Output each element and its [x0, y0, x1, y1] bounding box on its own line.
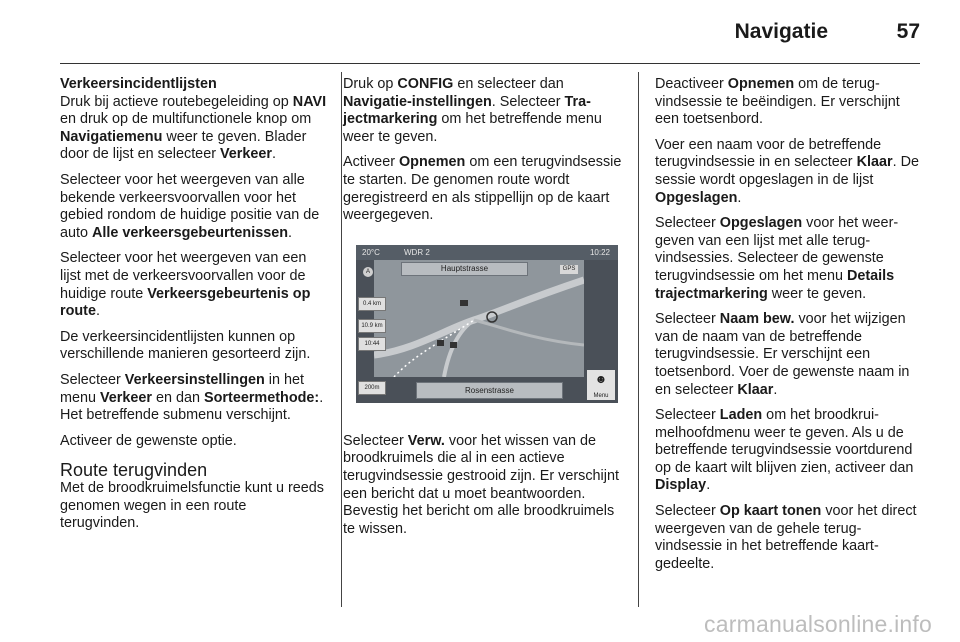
text: weer te geven. Blader door de lijst en selecteer	[60, 128, 307, 163]
keyword: Alle verkeersgebeurtenissen	[92, 224, 288, 241]
keyword: Naam bew.	[719, 311, 795, 328]
keyword: Klaar	[856, 154, 893, 171]
text: voor het wijzigen van de naam van de betreffende terugvindsessie. Er verschijnt een toetsenbord. Voer de gewenste naam in en selecteer	[655, 311, 910, 398]
text: Activeer de gewenste optie.	[60, 432, 237, 449]
text: Druk op	[343, 76, 398, 92]
text: Selecteer	[655, 311, 720, 328]
column-divider-1	[341, 72, 342, 607]
paragraph	[343, 76, 623, 146]
keyword: Op kaart tonen	[719, 503, 822, 520]
keyword: Opgeslagen	[655, 189, 738, 206]
map-scale: 200m	[358, 381, 386, 395]
watermark: carmanualsonline.info	[704, 611, 932, 637]
text: .	[706, 477, 711, 494]
page-number: 57	[896, 20, 920, 43]
paragraph	[60, 480, 328, 533]
paragraph	[60, 372, 328, 425]
keyword: Opnemen	[727, 76, 795, 92]
keyword: Navigatie-instellingen	[343, 93, 492, 110]
section-heading: Route terugvinden	[60, 460, 208, 481]
paragraph	[343, 433, 623, 539]
text: Activeer	[343, 154, 399, 171]
keyword: Details trajectmarkering	[655, 267, 895, 302]
menu-label: Menu	[593, 392, 609, 399]
keyword: Verkeersinstellingen	[124, 371, 265, 388]
text: . De sessie wordt opgeslagen in de lijst	[655, 154, 919, 188]
page-header	[60, 14, 920, 62]
paragraph	[655, 311, 923, 399]
paragraph	[60, 76, 328, 164]
keyword: NAVI	[292, 93, 327, 110]
next-street: Rosenstrasse	[416, 382, 563, 399]
text: . Het betreffende submenu verschijnt.	[60, 389, 324, 424]
text: Selecteer voor het weergeven van een lijst met de verkeersvoorvallen voor de huidige route	[60, 250, 307, 302]
column-divider-2	[638, 72, 639, 607]
text: in het menu	[60, 371, 304, 406]
text: .	[773, 381, 778, 398]
keyword: Navigatiemenu	[60, 128, 163, 145]
text: Voer een naam voor de betreffende terugvindsessie in en selecteer	[655, 136, 882, 171]
text: Selecteer voor het weergeven van alle bekende verkeersvoorvallen voor het gebied rondom de huidige positie van de auto	[60, 171, 320, 241]
paragraph	[60, 250, 328, 320]
navigation-screen-image	[356, 245, 618, 403]
text: Selecteer	[655, 215, 720, 232]
paragraph	[60, 329, 328, 364]
text: om een terugvindsessie te starten. De genomen route wordt geregistreerd en als stippellijn op de kaart weergegeven.	[343, 154, 622, 224]
text: weer te geven.	[767, 285, 867, 302]
keyword: Laden	[719, 407, 763, 424]
text: De verkeersincidentlijsten kunnen op verschillende manieren gesorteerd zijn.	[60, 328, 311, 363]
distance-to-turn: 0.4 km	[358, 297, 386, 311]
keyword: Verkeer	[219, 146, 273, 163]
column-2	[343, 76, 623, 546]
text: en dan	[152, 389, 205, 406]
text: voor het direct weergeven van de gehele terugvindsessie in het betreffende kaartgedeelte.	[655, 503, 917, 572]
text: . Selecteer	[491, 93, 565, 110]
keyword: Opgeslagen	[719, 215, 803, 232]
remaining-distance: 10.9 km	[358, 319, 386, 333]
text: Deactiveer	[655, 76, 728, 92]
keyword: Display	[655, 477, 707, 494]
text: Druk bij actieve routebegeleiding op	[60, 93, 293, 110]
text: Selecteer	[655, 503, 720, 520]
paragraph	[655, 503, 923, 573]
keyword: Trajectmarkering	[343, 93, 591, 128]
paragraph	[60, 172, 328, 242]
text: .	[288, 224, 292, 241]
clock: 10:22	[589, 247, 610, 257]
current-street: Hauptstrasse	[401, 262, 528, 276]
text: om het broodkruimelhoofdmenu weer te geven. Als u de betreffende terugvindsessie voortdurend op de kaart wilt blijven zien, activeer dan	[655, 407, 914, 476]
text: voor het wissen van de broodkruimels die al in een actieve terugvindsessie gestrooid zijn. Er verschijnt een bericht dat u moet beantwoorden. Bevestig het bericht om alle broodkruimels te wissen.	[343, 432, 619, 537]
subheading-traffic-lists: Verkeersincidentlijsten	[60, 76, 217, 92]
paragraph	[655, 137, 923, 207]
text: Met de broodkruimelsfunctie kunt u reeds genomen wegen in een route terugvinden.	[60, 480, 324, 532]
radio-station: WDR 2	[404, 247, 430, 257]
text: Selecteer	[655, 407, 720, 424]
menu-button	[587, 370, 615, 400]
keyword: Verw.	[407, 432, 445, 449]
compass-icon: A	[363, 267, 373, 277]
keyword: Sorteermethode:	[204, 389, 320, 406]
column-3	[655, 76, 923, 581]
page-title: Navigatie	[734, 20, 828, 43]
paragraph	[655, 215, 923, 303]
text: Selecteer	[343, 432, 408, 449]
column-1	[60, 76, 328, 541]
keyword: Klaar	[737, 381, 774, 398]
text: Selecteer	[60, 371, 125, 388]
map-roads	[374, 260, 584, 377]
status-bar	[356, 245, 618, 260]
text: voor het weergeven van een lijst met alle terugvindsessies. Selecteer de gewenste terugvindsessie om het menu	[655, 215, 899, 284]
keyword: CONFIG	[397, 76, 454, 92]
keyword: Verkeer	[100, 389, 153, 406]
paragraph	[343, 154, 623, 224]
paragraph	[655, 407, 923, 495]
text: .	[272, 146, 277, 163]
text: .	[737, 189, 742, 206]
header-divider	[60, 63, 920, 64]
text: .	[95, 303, 100, 320]
keyword: Verkeersgebeurtenis op route	[60, 285, 311, 320]
paragraph	[60, 433, 328, 451]
text: en selecteer dan	[453, 76, 564, 92]
map-view	[374, 260, 584, 377]
text: om de terugvindsessie te beëindigen. Er verschijnt een toetsenbord.	[655, 76, 900, 128]
paragraph	[655, 76, 923, 129]
gps-indicator: GPS	[560, 265, 578, 274]
text: om het betreffende menu weer te geven.	[343, 111, 602, 145]
text: en druk op de multifunctionele knop om	[60, 111, 312, 128]
keyword: Opnemen	[398, 154, 466, 171]
temperature: 20°C	[362, 247, 380, 257]
menu-icon: ☻	[594, 371, 608, 386]
arrival-time: 10:44	[358, 337, 386, 351]
